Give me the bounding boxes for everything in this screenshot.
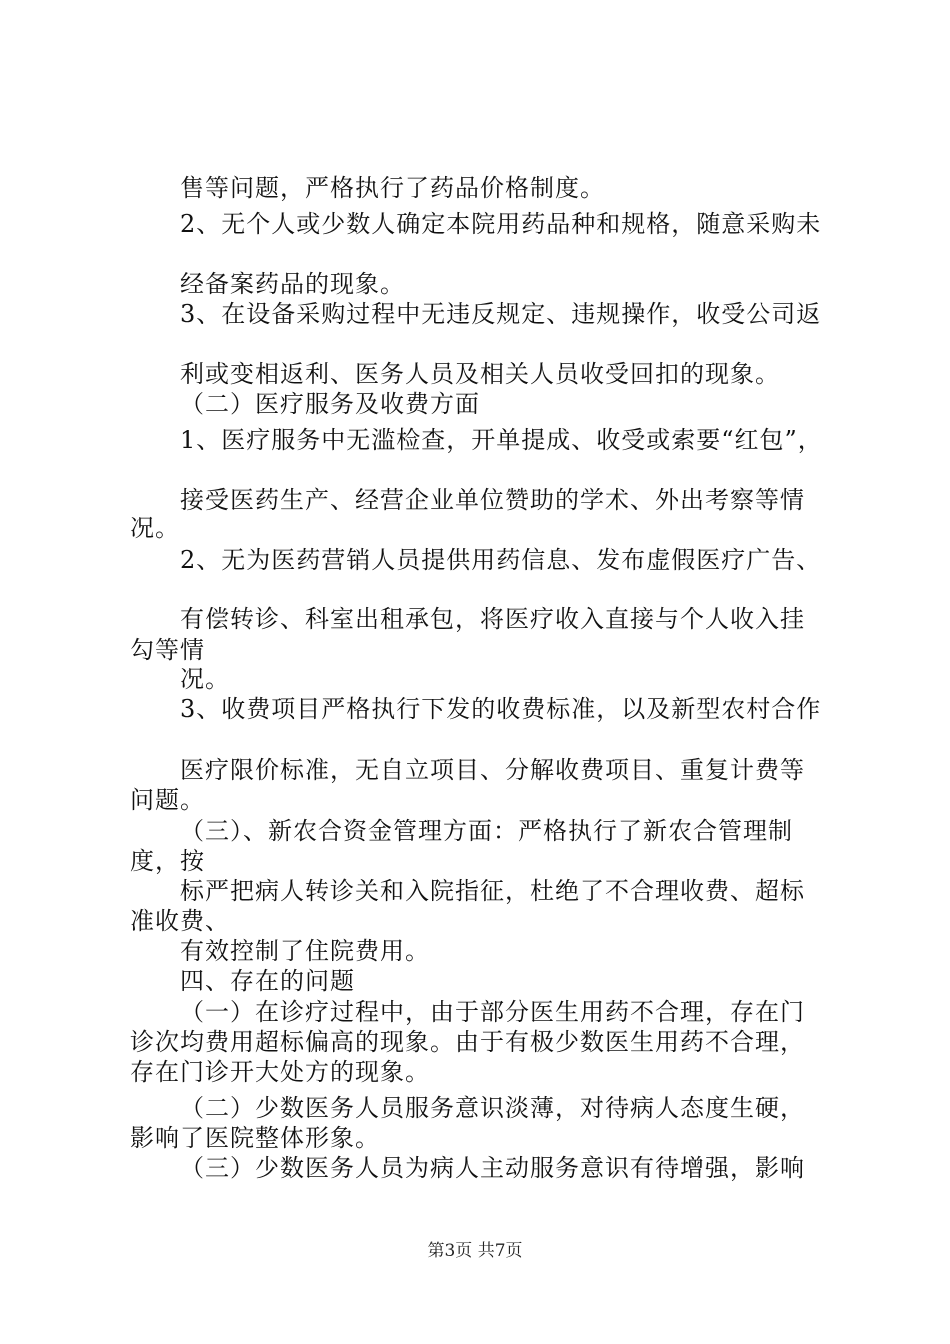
text-line: 影响了医院整体形象。 bbox=[130, 1124, 380, 1152]
section-heading: （三）、新农合资金管理方面：严格执行了新农合管理制 bbox=[180, 817, 793, 845]
text-line: 2、无个人或少数人确定本院用药品种和规格，随意采购未 bbox=[180, 210, 822, 238]
text-line: 度，按 bbox=[130, 847, 205, 875]
text-line: （三）少数医务人员为病人主动服务意识有待增强，影响 bbox=[180, 1154, 805, 1182]
text-line: 诊次均费用超标偏高的现象。由于有极少数医生用药不合理， bbox=[130, 1028, 805, 1056]
text-line: 问题。 bbox=[130, 786, 205, 814]
text-line: 准收费、 bbox=[130, 907, 230, 935]
text-line: 1、医疗服务中无滥检查，开单提成、收受或索要“红包”， bbox=[180, 426, 823, 454]
page-number-footer: 第3页 共7页 bbox=[427, 1241, 523, 1261]
text-line: 医疗限价标准，无自立项目、分解收费项目、重复计费等 bbox=[180, 756, 805, 784]
text-line: （二）少数医务人员服务意识淡薄，对待病人态度生硬， bbox=[180, 1094, 805, 1122]
text-line: 存在门诊开大处方的现象。 bbox=[130, 1058, 430, 1086]
text-line: 勾等情 bbox=[130, 636, 205, 664]
text-line: 标严把病人转诊关和入院指征，杜绝了不合理收费、超标 bbox=[180, 877, 805, 905]
text-line: 接受医药生产、经营企业单位赞助的学术、外出考察等情 bbox=[180, 486, 805, 514]
text-line: 有偿转诊、科室出租承包，将医疗收入直接与个人收入挂 bbox=[180, 605, 805, 633]
text-line: 利或变相返利、医务人员及相关人员收受回扣的现象。 bbox=[180, 360, 780, 388]
text-line: 况。 bbox=[180, 665, 230, 693]
text-line: 售等问题，严格执行了药品价格制度。 bbox=[180, 174, 605, 202]
text-line: 3、收费项目严格执行下发的收费标准，以及新型农村合作 bbox=[180, 695, 822, 723]
section-heading: 四、存在的问题 bbox=[180, 967, 355, 995]
text-line: 3、在设备采购过程中无违反规定、违规操作，收受公司返 bbox=[180, 300, 822, 328]
text-line: 经备案药品的现象。 bbox=[180, 270, 405, 298]
section-heading: （二）医疗服务及收费方面 bbox=[180, 390, 480, 418]
text-line: 有效控制了住院费用。 bbox=[180, 937, 430, 965]
text-line: 况。 bbox=[130, 514, 180, 542]
text-line: 2、无为医药营销人员提供用药信息、发布虚假医疗广告、 bbox=[180, 546, 822, 574]
text-line: （一）在诊疗过程中，由于部分医生用药不合理，存在门 bbox=[180, 998, 805, 1026]
